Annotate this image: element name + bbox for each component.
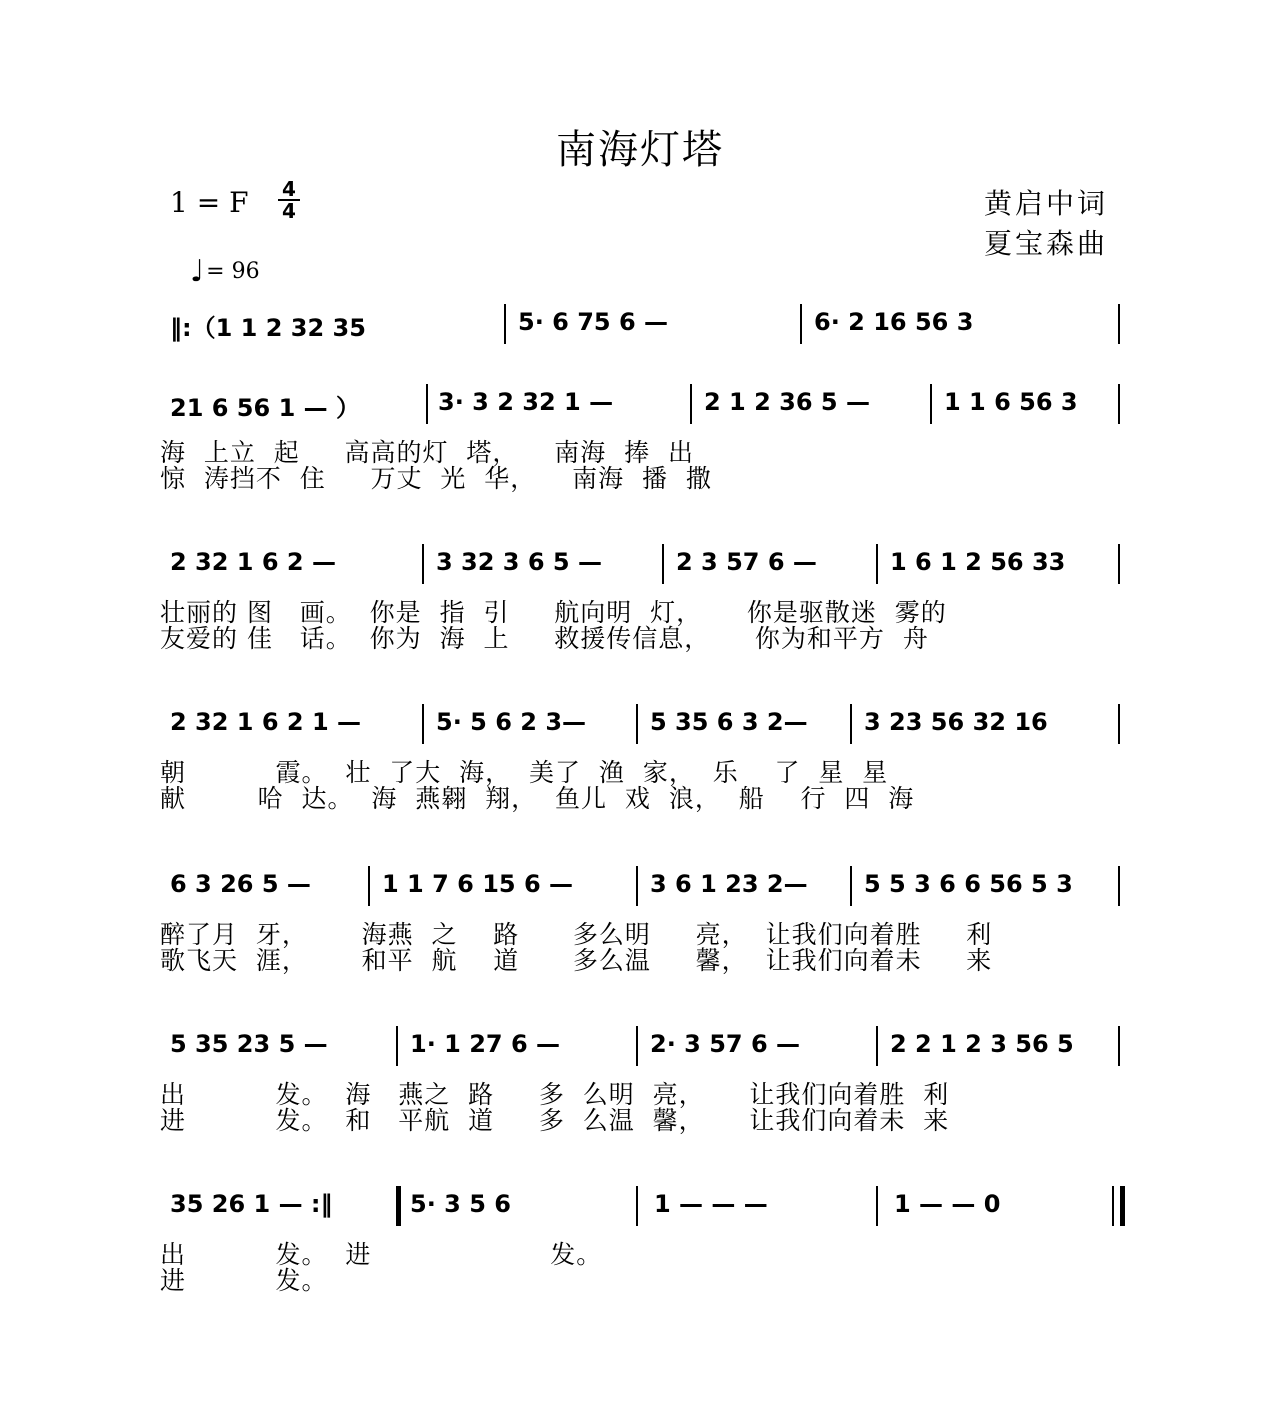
measure: 3 23 56 32 16 xyxy=(864,708,1048,736)
barline xyxy=(426,384,428,424)
measure: 1 — — — xyxy=(654,1190,768,1218)
score-line-7 xyxy=(160,1186,1130,1294)
lyric-verse-2: 歌飞天 涯， 和平 航 道 多么温 馨， 让我们向着未 来 xyxy=(160,946,993,975)
measure: 5· 5 6 2 3— xyxy=(436,708,587,736)
lyric-verse-2: 友爱的 佳 话。 你为 海 上 救援传信息， 你为和平方 舟 xyxy=(160,624,929,653)
time-signature-top: 4 xyxy=(282,177,296,201)
tempo-marking xyxy=(190,254,260,289)
barline xyxy=(1118,866,1120,906)
measure: 3 6 1 23 2— xyxy=(650,870,808,898)
barline xyxy=(1118,544,1120,584)
lyric-verse-1: 出 发。 进 发。 xyxy=(160,1240,603,1269)
song-title: 南海灯塔 xyxy=(556,127,724,173)
measure: 21 6 56 1 — ） xyxy=(170,394,360,422)
notation-row xyxy=(160,544,1130,584)
measure: 1 6 1 2 56 33 xyxy=(890,548,1066,576)
time-signature xyxy=(278,177,300,223)
score-line-1 xyxy=(160,304,1130,344)
measure: ‖:（1 1 2 32 35 xyxy=(170,314,366,342)
score-line-5 xyxy=(160,866,1130,974)
lyric-verse-2: 献 哈 达。 海 燕翱 翔， 鱼儿 戏 浪， 船 行 四 海 xyxy=(160,784,915,813)
barline xyxy=(876,1186,878,1226)
tempo-value: = 96 xyxy=(206,259,260,284)
barline xyxy=(636,866,638,906)
lyric-verse-1: 朝 霞。 壮 了大 海， 美了 渔 家， 乐 了 星 星 xyxy=(160,758,889,787)
measure: 5· 6 75 6 — xyxy=(518,308,669,336)
barline xyxy=(930,384,932,424)
quarter-note-icon: ♩ xyxy=(190,254,205,289)
barline xyxy=(1118,704,1120,744)
notation-row xyxy=(160,384,1130,424)
measure: 2· 3 57 6 — xyxy=(650,1030,801,1058)
lyric-verse-2: 惊 涛挡不 住 万丈 光 华， 南海 播 撒 xyxy=(160,464,712,493)
measure: 6· 2 16 56 3 xyxy=(814,308,974,336)
barline xyxy=(876,544,878,584)
measure: 5 35 6 3 2— xyxy=(650,708,808,736)
barline xyxy=(1118,304,1120,344)
lyric-verse-2: 进 发。 xyxy=(160,1266,328,1295)
measure: 35 26 1 — :‖ xyxy=(170,1190,333,1218)
barline xyxy=(876,1026,878,1066)
measure: 5 5 3 6 6 56 5 3 xyxy=(864,870,1073,898)
lyric-verse-2: 进 发。 和 平航 道 多 么温 馨， 让我们向着未 来 xyxy=(160,1106,950,1135)
barline xyxy=(850,704,852,744)
barline xyxy=(800,304,802,344)
measure: 2 2 1 2 3 56 5 xyxy=(890,1030,1074,1058)
barline xyxy=(396,1026,398,1066)
measure: 3 32 3 6 5 — xyxy=(436,548,602,576)
score-line-4 xyxy=(160,704,1130,812)
measure: 6 3 26 5 — xyxy=(170,870,311,898)
barline xyxy=(422,704,424,744)
barline xyxy=(850,866,852,906)
measure: 1· 1 27 6 — xyxy=(410,1030,561,1058)
barline xyxy=(422,544,424,584)
barline xyxy=(1118,384,1120,424)
score-line-6 xyxy=(160,1026,1130,1134)
measure: 1 1 7 6 15 6 — xyxy=(382,870,574,898)
barline xyxy=(1118,1026,1120,1066)
final-barline xyxy=(1120,1186,1125,1226)
barline xyxy=(636,704,638,744)
measure: 2 1 2 36 5 — xyxy=(704,388,870,416)
measure: 5 35 23 5 — xyxy=(170,1030,328,1058)
credits xyxy=(984,184,1108,264)
score-line-3 xyxy=(160,544,1130,652)
barline xyxy=(504,304,506,344)
measure: 3· 3 2 32 1 — xyxy=(438,388,614,416)
notation-row xyxy=(160,866,1130,906)
measure: 1 1 6 56 3 xyxy=(944,388,1078,416)
measure: 2 3 57 6 — xyxy=(676,548,817,576)
measure: 2 32 1 6 2 1 — xyxy=(170,708,362,736)
barline xyxy=(1112,1186,1114,1226)
measure: 2 32 1 6 2 — xyxy=(170,548,336,576)
barline xyxy=(636,1026,638,1066)
score-line-2 xyxy=(160,384,1130,492)
barline xyxy=(662,544,664,584)
notation-row xyxy=(160,1186,1130,1226)
time-signature-bottom: 4 xyxy=(282,199,296,223)
notation-row xyxy=(160,704,1130,744)
notation-row xyxy=(160,1026,1130,1066)
lyric-verse-1: 海 上立 起 高高的灯 塔， 南海 捧 出 xyxy=(160,438,694,467)
repeat-barline xyxy=(396,1186,401,1226)
lyric-verse-1: 醉了月 牙， 海燕 之 路 多么明 亮， 让我们向着胜 利 xyxy=(160,920,993,949)
key-signature: 1 = F xyxy=(170,186,249,219)
lyric-verse-1: 壮丽的 图 画。 你是 指 引 航向明 灯， 你是驱散迷 雾的 xyxy=(160,598,947,627)
notation-row xyxy=(160,304,1130,344)
measure: 5· 3 5 6 xyxy=(410,1190,511,1218)
measure: 1 — — 0 xyxy=(894,1190,1001,1218)
barline xyxy=(636,1186,638,1226)
composer-credit: 夏宝森曲 xyxy=(983,227,1108,260)
lyric-verse-1: 出 发。 海 燕之 路 多 么明 亮， 让我们向着胜 利 xyxy=(160,1080,950,1109)
barline xyxy=(368,866,370,906)
barline xyxy=(690,384,692,424)
lyricist-credit: 黄启中词 xyxy=(983,187,1108,220)
